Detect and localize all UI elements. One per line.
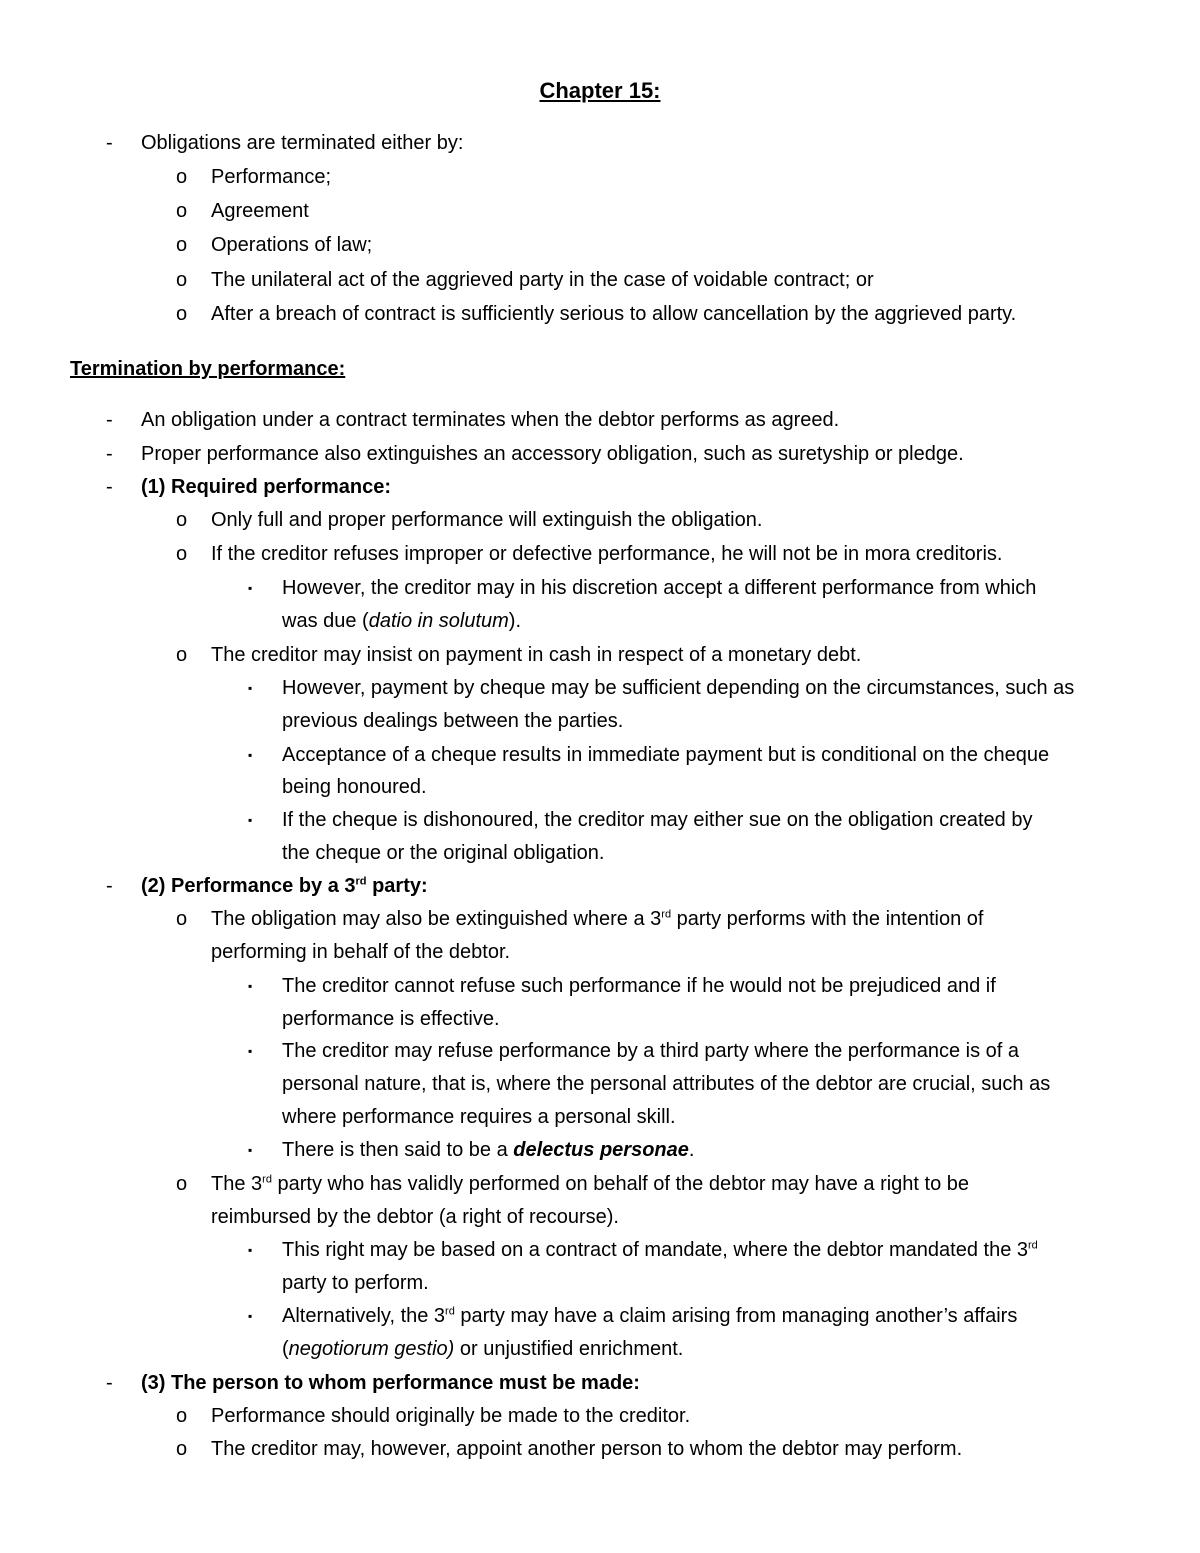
square-bullet: ▪ — [248, 813, 253, 827]
text-run: There is then said to be a — [282, 1139, 514, 1161]
list-item: The creditor may, however, appoint another person to whom the debtor may perform. — [211, 1438, 963, 1460]
list-item — [282, 1135, 694, 1165]
square-bullet: ▪ — [248, 1044, 253, 1058]
superscript: rd — [262, 1173, 272, 1186]
italic-term: datio in solutum — [368, 610, 509, 632]
list-item: If the creditor refuses improper or defective performance, he will not be in mora creditoris. — [211, 543, 1003, 565]
list-item-continuation: party to perform. — [282, 1272, 429, 1294]
list-item-continuation: being honoured. — [282, 776, 427, 798]
superscript: rd — [445, 1305, 455, 1318]
paragraph-item: Proper performance also extinguishes an accessory obligation, such as suretyship or pledge. — [141, 443, 964, 465]
circle-bullet: o — [176, 269, 188, 291]
intro-item: Operations of law; — [211, 234, 373, 256]
list-item: The creditor cannot refuse such performance if he would not be prejudiced and if — [282, 975, 996, 997]
square-bullet: ▪ — [248, 1243, 253, 1257]
list-item: Acceptance of a cheque results in immediate payment but is conditional on the cheque — [282, 744, 1050, 766]
text-run: party: — [366, 875, 428, 897]
list-item: The creditor may insist on payment in cash in respect of a monetary debt. — [211, 644, 862, 666]
list-item: If the cheque is dishonoured, the creditor may either sue on the obligation created by — [282, 809, 1033, 831]
page-title: Chapter 15: — [539, 78, 661, 103]
dash-bullet: - — [106, 132, 113, 154]
list-item — [211, 1169, 969, 1199]
list-item: However, the creditor may in his discretion accept a different performance from which — [282, 577, 1037, 599]
text-run: This right may be based on a contract of mandate, where the debtor mandated the 3 — [282, 1239, 1029, 1261]
list-item-continuation: the cheque or the original obligation. — [282, 842, 605, 864]
text-run: The 3 — [211, 1173, 263, 1195]
list-item: Performance should originally be made to the creditor. — [211, 1405, 691, 1427]
list-item-continuation — [282, 1334, 683, 1364]
bold-italic-term: delectus personae — [513, 1139, 689, 1161]
text-run: party performs with the intention of — [671, 908, 984, 930]
text-run: party who has validly performed on behalf of the debtor may have a right to be — [271, 1173, 970, 1195]
list-item: The creditor may refuse performance by a third party where the performance is of a — [282, 1040, 1020, 1062]
text-run: ( — [282, 1338, 289, 1360]
list-item: However, payment by cheque may be sufficient depending on the circumstances, such as — [282, 677, 1075, 699]
list-item-continuation: performing in behalf of the debtor. — [211, 941, 511, 963]
circle-bullet: o — [176, 908, 188, 930]
list-item-continuation: where performance requires a personal skill. — [282, 1106, 676, 1128]
square-bullet: ▪ — [248, 681, 253, 695]
subsection-heading: (3) The person to whom performance must be made: — [141, 1372, 640, 1394]
intro-item: After a breach of contract is sufficiently serious to allow cancellation by the aggrieved party. — [211, 303, 1017, 325]
text-run: or unjustified enrichment. — [454, 1338, 684, 1360]
text-run: The obligation may also be extinguished where a 3 — [211, 908, 662, 930]
dash-bullet: - — [106, 476, 113, 498]
dash-bullet: - — [106, 409, 113, 431]
circle-bullet: o — [176, 1405, 188, 1427]
intro-item: Agreement — [211, 200, 309, 222]
list-item: Only full and proper performance will extinguish the obligation. — [211, 509, 763, 531]
paragraph-item: An obligation under a contract terminates when the debtor performs as agreed. — [141, 409, 840, 431]
intro-lead: Obligations are terminated either by: — [141, 132, 464, 154]
list-item — [282, 1235, 1038, 1265]
circle-bullet: o — [176, 543, 188, 565]
superscript: rd — [355, 875, 367, 888]
circle-bullet: o — [176, 234, 188, 256]
italic-term: negotiorum gestio) — [288, 1338, 455, 1360]
superscript: rd — [1028, 1239, 1038, 1252]
text-run: Alternatively, the 3 — [282, 1305, 446, 1327]
square-bullet: ▪ — [248, 1143, 253, 1157]
circle-bullet: o — [176, 166, 188, 188]
square-bullet: ▪ — [248, 979, 253, 993]
intro-item: Performance; — [211, 166, 332, 188]
square-bullet: ▪ — [248, 748, 253, 762]
dash-bullet: - — [106, 1372, 113, 1394]
subsection-heading: (1) Required performance: — [141, 476, 392, 498]
circle-bullet: o — [176, 644, 188, 666]
list-item-continuation: reimbursed by the debtor (a right of recourse). — [211, 1206, 619, 1228]
list-item-continuation: performance is effective. — [282, 1008, 500, 1030]
text-run: . — [688, 1139, 695, 1161]
list-item — [211, 904, 983, 934]
list-item-continuation: previous dealings between the parties. — [282, 710, 624, 732]
text-run: was due ( — [282, 610, 369, 632]
list-item-continuation: personal nature, that is, where the personal attributes of the debtor are crucial, such as — [282, 1073, 1051, 1095]
circle-bullet: o — [176, 1173, 188, 1195]
circle-bullet: o — [176, 200, 188, 222]
superscript: rd — [661, 908, 672, 921]
circle-bullet: o — [176, 303, 188, 325]
dash-bullet: - — [106, 443, 113, 465]
subsection-heading — [141, 871, 428, 901]
circle-bullet: o — [176, 1438, 188, 1460]
section-heading: Termination by performance: — [70, 358, 346, 380]
text-run: party may have a claim arising from managing another’s affairs — [454, 1305, 1018, 1327]
intro-item: The unilateral act of the aggrieved party in the case of voidable contract; or — [211, 269, 874, 291]
square-bullet: ▪ — [248, 581, 253, 595]
text-run: (2) Performance by a 3 — [141, 875, 356, 897]
square-bullet: ▪ — [248, 1309, 253, 1323]
list-item-continuation — [282, 606, 521, 636]
circle-bullet: o — [176, 509, 188, 531]
text-run: ). — [508, 610, 522, 632]
list-item — [282, 1301, 1017, 1331]
dash-bullet: - — [106, 875, 113, 897]
